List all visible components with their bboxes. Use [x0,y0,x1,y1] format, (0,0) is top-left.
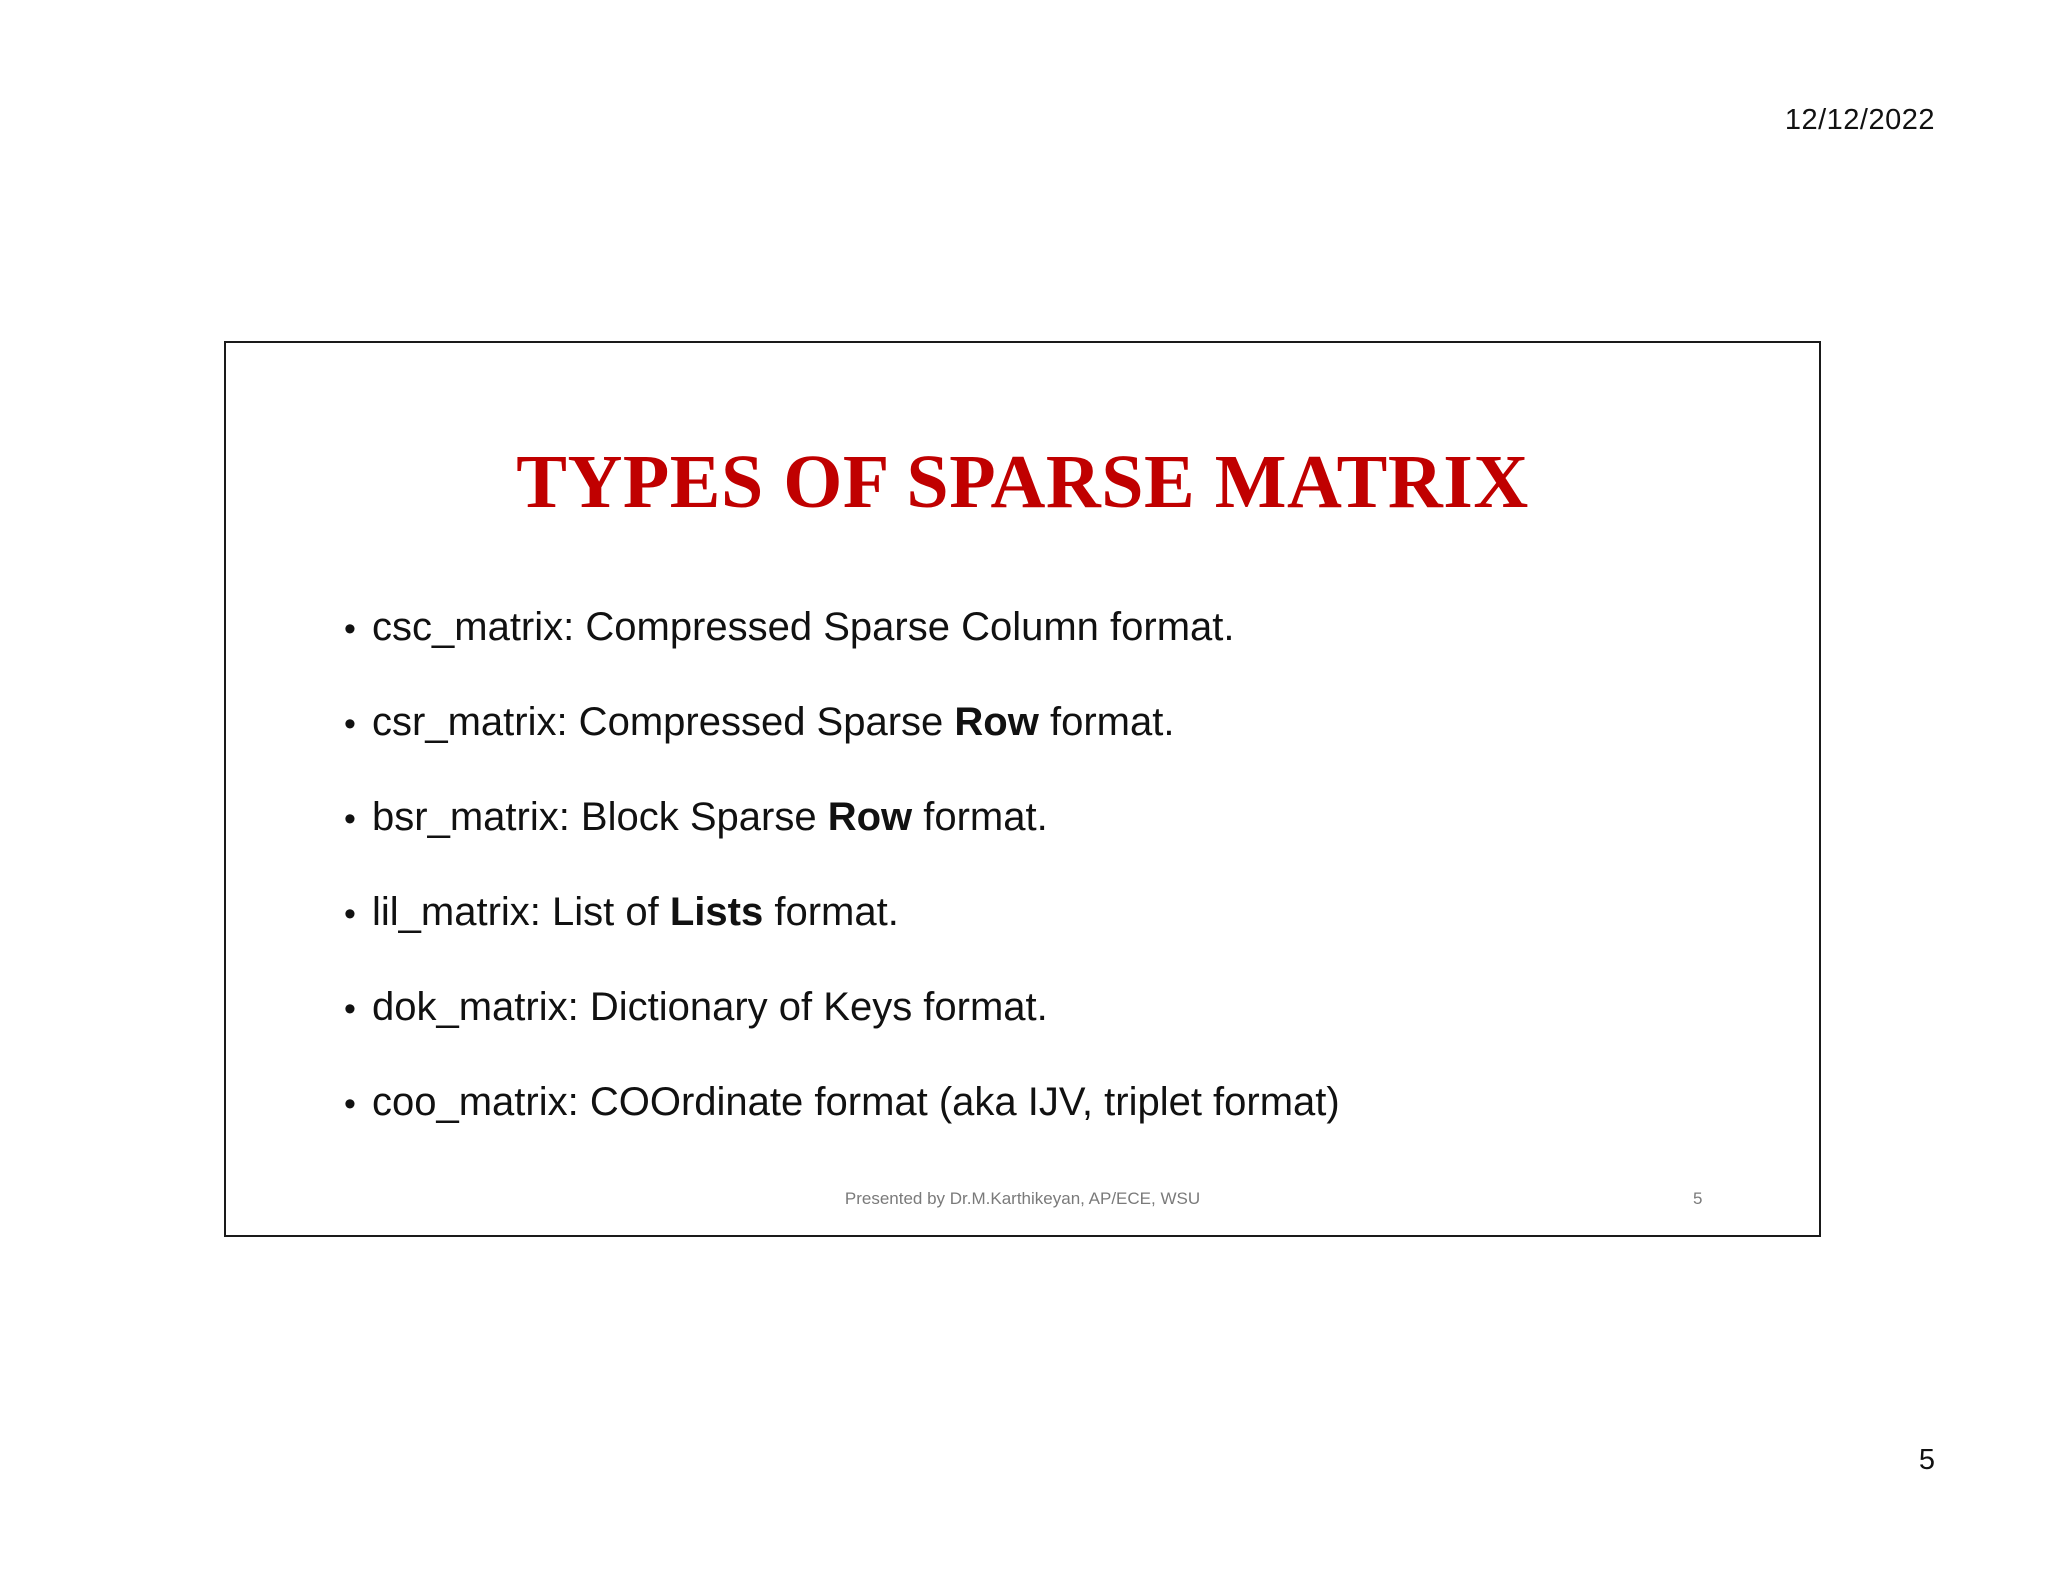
list-item [344,985,1340,1080]
bullet-text-pre: dok_matrix: Dictionary of Keys format. [372,985,1048,1029]
bullet-text-pre: csr_matrix: Compressed Sparse [372,700,955,744]
bullet-text-post: format. [763,890,899,934]
bullet-text-bold: Row [954,700,1039,744]
list-item [344,795,1340,890]
page-date: 12/12/2022 [1784,104,1935,136]
bullet-text-pre: lil_matrix: List of [372,890,670,934]
bullet-text-bold: Lists [669,890,764,934]
list-item [344,700,1340,795]
bullet-text [372,985,1048,1030]
bullet-icon: • [344,610,356,648]
bullet-text [372,795,1048,840]
list-item [344,1080,1340,1175]
list-item [344,890,1340,985]
slide-frame [224,341,1821,1237]
slide-number: 5 [1693,1189,1703,1208]
bullet-icon: • [344,990,356,1028]
bullet-text-pre: bsr_matrix: Block Sparse [372,795,828,839]
bullet-text-pre: coo_matrix: COOrdinate format (aka IJV, triplet format) [372,1080,1340,1124]
bullet-icon: • [344,895,356,933]
bullet-text [372,1080,1340,1125]
bullet-text-bold: Row [827,795,913,839]
slide-footer: Presented by Dr.M.Karthikeyan, AP/ECE, WSU [844,1189,1201,1208]
list-item [344,605,1340,700]
bullet-text [372,890,899,935]
bullet-icon: • [344,1085,356,1123]
page-number: 5 [1918,1444,1935,1476]
bullet-text [372,605,1235,650]
bullet-text-post: format. [912,795,1048,839]
bullet-text-pre: csc_matrix: Compressed Sparse Column format. [372,605,1235,649]
bullet-text-post: format. [1038,700,1175,744]
bullet-icon: • [344,705,356,743]
bullet-list [344,605,1340,1175]
bullet-text [372,700,1174,745]
slide-title: TYPES OF SPARSE MATRIX [516,440,1529,524]
bullet-icon: • [344,800,356,838]
